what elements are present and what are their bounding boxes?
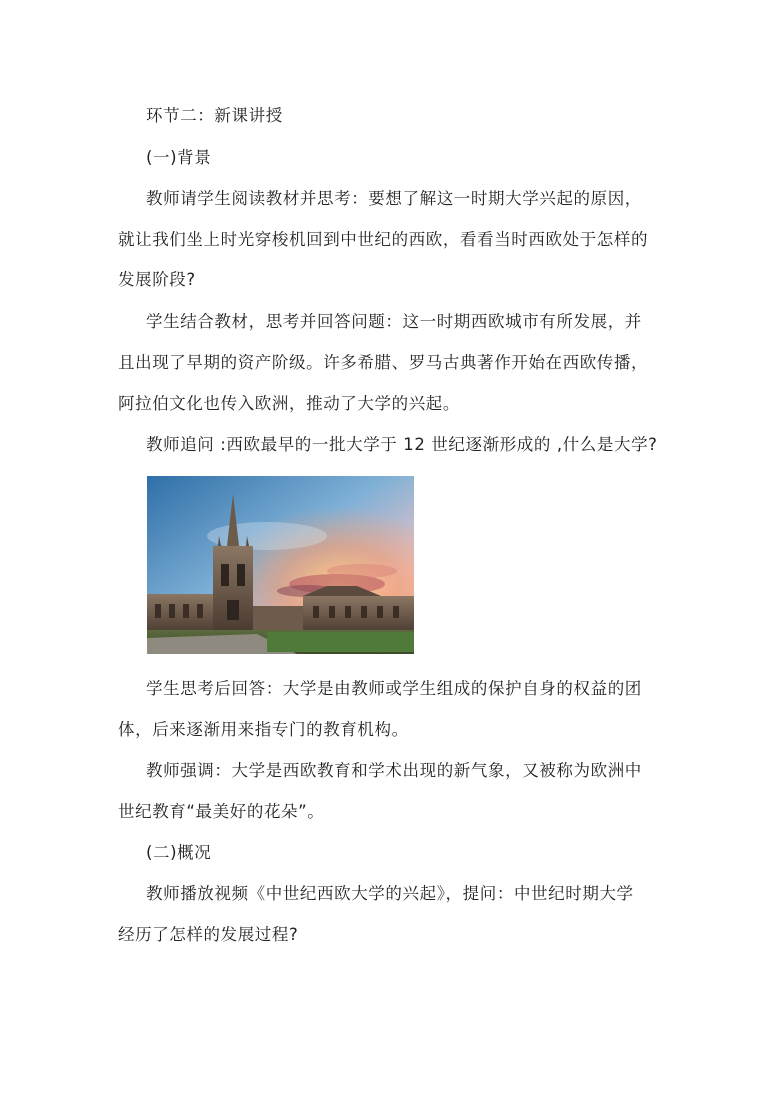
student-reply-line-1: 学生思考后回答：大学是由教师或学生组成的保护自身的权益的团: [146, 679, 642, 698]
teacher-video-line-1: 教师播放视频《中世纪西欧大学的兴起》，提问：中世纪时期大学: [146, 884, 634, 903]
student-answer-line-1: 学生结合教材，思考并回答问题：这一时期西欧城市有所发展，并: [146, 312, 642, 331]
teacher-prompt-line-3: 发展阶段?: [118, 270, 196, 289]
student-reply-line-2: 体，后来逐渐用来指专门的教育机构。: [118, 720, 409, 739]
teacher-prompt-line-2: 就让我们坐上时光穿梭机回到中世纪的西欧，看看当时西欧处于怎样的: [118, 230, 649, 249]
part1-title: (一)背景: [146, 148, 212, 167]
student-answer-line-3: 阿拉伯文化也传入欧洲，推动了大学的兴起。: [118, 394, 460, 413]
section-heading: 环节二：新课讲授: [146, 106, 283, 125]
teacher-emphasis-line-2: 世纪教育“最美好的花朵”。: [118, 802, 325, 821]
teacher-prompt-line-1: 教师请学生阅读教材并思考：要想了解这一时期大学兴起的原因，: [146, 189, 642, 208]
teacher-emphasis-line-1: 教师强调：大学是西欧教育和学术出现的新气象，又被称为欧洲中: [146, 761, 642, 780]
teacher-video-line-2: 经历了怎样的发展过程?: [118, 925, 299, 944]
teacher-followup: 教师追问 :西欧最早的一批大学于 12 世纪逐渐形成的 ,什么是大学?: [146, 435, 658, 454]
part2-title: (二)概况: [146, 843, 212, 862]
university-cathedral-photo: [147, 476, 414, 654]
student-answer-line-2: 且出现了早期的资产阶级。许多希腊、罗马古典著作开始在西欧传播，: [118, 353, 649, 372]
